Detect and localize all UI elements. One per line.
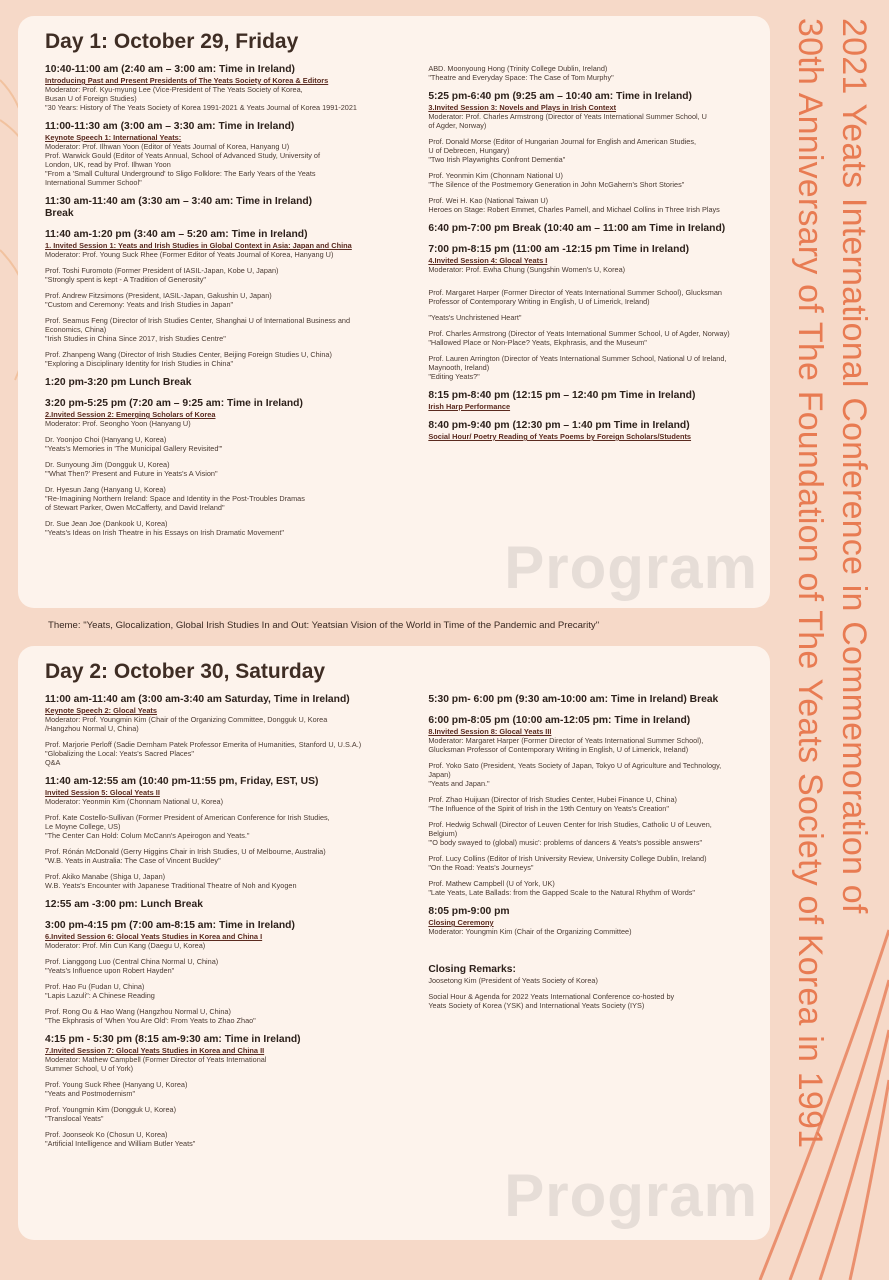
session-detail-line: Dr. Sue Jean Joe (Dankook U, Korea) <box>45 519 168 528</box>
line-spacer <box>45 343 418 350</box>
session-block <box>428 64 750 82</box>
session-detail-line: Moderator: Prof. Youngmin Kim (Chair of the Organizing Committee, Dongguk U, Korea <box>45 715 328 724</box>
session-time: Closing Remarks: <box>428 964 516 975</box>
line-spacer <box>45 1098 418 1105</box>
session-time: 1:20 pm-3:20 pm Lunch Break <box>45 377 192 388</box>
session-detail-line: Prof. Yeonmin Kim (Chonnam National U) <box>428 171 563 180</box>
line-spacer <box>45 950 418 957</box>
session-detail-line: Summer School, U of York) <box>45 1064 134 1073</box>
session-time: 5:30 pm- 6:00 pm (9:30 am-10:00 am: Time in Ireland) Break <box>428 694 719 705</box>
session-time: 11:00 am-11:40 am (3:00 am-3:40 am Saturday, Time in Ireland) <box>45 694 350 705</box>
line-spacer <box>428 274 750 281</box>
session-block <box>428 244 750 381</box>
line-spacer <box>428 985 750 992</box>
session-detail-line: Prof. Hao Fu (Fudan U, China) <box>45 982 145 991</box>
session-title: 1. Invited Session 1: Yeats and Irish Studies in Global Context in Asia: Japan and China <box>45 241 352 250</box>
session-title: Keynote Speech 2: Glocal Yeats <box>45 706 158 715</box>
session-time-label: Break <box>45 208 74 219</box>
session-detail-line: Prof. Marjorie Perloff (Sadie Dernham Patek Professor Emerita of Humanities, Stanford U, U.S.A.) <box>45 740 362 749</box>
session-detail-line: "Yeats and Postmodernism" <box>45 1089 136 1098</box>
program-watermark: Program <box>504 534 758 601</box>
session-detail-line: Glucksman Professor of Contemporary Writing in English, U of Limerick, Ireland) <box>428 745 689 754</box>
session-time: 11:00-11:30 am (3:00 am – 3:30 am: Time in Ireland) <box>45 121 295 132</box>
session-title: Introducing Past and Present Presidents of The Yeats Society of Korea & Editors <box>45 76 329 85</box>
line-spacer <box>45 1073 418 1080</box>
session-block <box>428 964 750 1010</box>
vertical-conference-title <box>790 18 880 1258</box>
session-detail-line: Prof. Lauren Arrington (Director of Yeats International Summer School, National U of Ireland, <box>428 354 727 363</box>
session-title: 7.Invited Session 7: Glocal Yeats Studies in Korea and China II <box>45 1046 265 1055</box>
session-title: 3.Invited Session 3: Novels and Plays in Irish Context <box>428 103 617 112</box>
line-spacer <box>428 189 750 196</box>
session-detail-line: Prof. Hedwig Schwall (Director of Leuven Center for Irish Studies, Catholic U of Leuven, <box>428 820 712 829</box>
session-detail-line: Professor of Contemporary Writing in English, U of Limerick, Ireland) <box>428 297 650 306</box>
line-spacer <box>428 872 750 879</box>
session-detail-line: "W.B. Yeats in Australia: The Case of Vincent Buckley" <box>45 856 221 865</box>
session-detail-line: Prof. Joonseok Ko (Chosun U, Korea) <box>45 1130 168 1139</box>
session-detail-line: "Re-Imagining Northern Ireland: Space and Identity in the Post-Troubles Dramas <box>45 494 305 503</box>
session-detail-line: Prof. Toshi Furomoto (Former President of IASIL-Japan, Kobe U, Japan) <box>45 266 279 275</box>
session-detail-line: "Yeats's Ideas on Irish Theatre in his Essays on Irish Dramatic Movement" <box>45 528 284 537</box>
session-block <box>45 377 418 389</box>
line-spacer <box>45 428 418 435</box>
session-title: 4.Invited Session 4: Glocal Yeats I <box>428 256 548 265</box>
day2-title: Day 2: October 30, Saturday <box>45 660 326 683</box>
session-detail-line: Heroes on Stage: Robert Emmet, Charles Parnell, and Michael Collins in Three Irish Plays <box>428 205 720 214</box>
session-time: 11:30 am-11:40 am (3:30 am – 3:40 am: Time in Ireland) <box>45 196 313 207</box>
line-spacer <box>428 164 750 171</box>
session-detail-line: Japan) <box>428 770 451 779</box>
session-detail-line: Belgium) <box>428 829 458 838</box>
session-time: 8:40 pm-9:40 pm (12:30 pm – 1:40 pm Time in Ireland) <box>428 420 690 431</box>
session-detail-line: Moderator: Youngmin Kim (Chair of the Organizing Committee) <box>428 927 632 936</box>
session-detail-line: Prof. Yoko Sato (President, Yeats Society of Japan, Tokyo U of Agriculture and Technology, <box>428 761 722 770</box>
session-detail-line: of Agder, Norway) <box>428 121 487 130</box>
session-time: 11:40 am-12:55 am (10:40 pm-11:55 pm, Friday, EST, US) <box>45 776 319 787</box>
session-detail-line: London, UK, read by Prof. Ilhwan Yoon <box>45 160 171 169</box>
session-detail-line: Prof. Mathew Campbell (U of York, UK) <box>428 879 555 888</box>
line-spacer <box>428 347 750 354</box>
session-detail-line: "'O body swayed to (global) music': problems of dancers & Yeats's possible answers" <box>428 838 703 847</box>
session-block <box>45 121 418 187</box>
line-spacer <box>45 975 418 982</box>
session-detail-line: "Late Yeats, Late Ballads: from the Gapped Scale to the Natural Rhythm of Words" <box>428 888 695 897</box>
line-spacer <box>428 306 750 313</box>
session-detail-line: Prof. Wei H. Kao (National Taiwan U) <box>428 196 549 205</box>
session-detail-line: "The Ekphrasis of 'When You Are Old': From Yeats to Zhao Zhao" <box>45 1016 256 1025</box>
session-block <box>45 1034 418 1148</box>
session-detail-line: Prof. Andrew Fitzsimons (President, IASIL-Japan, Gakushin U, Japan) <box>45 291 272 300</box>
session-detail-line: Prof. Kate Costello-Sullivan (Former President of American Conference for Irish Studies, <box>45 813 330 822</box>
session-detail-line: "Yeats's Memories in 'The Municipal Gallery Revisited'" <box>45 444 223 453</box>
session-detail-line: Prof. Zhao Huijuan (Director of Irish Studies Center, Hubei Finance U, China) <box>428 795 677 804</box>
session-detail-line: Prof. Akiko Manabe (Shiga U, Japan) <box>45 872 166 881</box>
session-detail-line: "'What Then?' Present and Future in Yeats's A Vision" <box>45 469 218 478</box>
session-detail-line: "Custom and Ceremony: Yeats and Irish Studies in Japan" <box>45 300 234 309</box>
session-detail-line: ABD. Moonyoung Hong (Trinity College Dublin, Ireland) <box>428 64 608 73</box>
session-detail-line: Q&A <box>45 758 61 767</box>
line-spacer <box>45 1123 418 1130</box>
session-detail-line: "From a 'Small Cultural Underground' to Sligo Folklore: The Early Years of the Yeats <box>45 169 316 178</box>
session-detail-line: "Yeats and Japan." <box>428 779 490 788</box>
session-detail-line: Moderator: Prof. Min Cun Kang (Daegu U, Korea) <box>45 941 206 950</box>
session-detail-line: Yeats Society of Korea (YSK) and International Yeats Society (IYS) <box>428 1001 645 1010</box>
session-detail-line: Busan U of Foreign Studies) <box>45 94 137 103</box>
line-spacer <box>428 847 750 854</box>
session-time: 8:05 pm-9:00 pm <box>428 906 510 917</box>
session-block <box>428 715 750 897</box>
line-spacer <box>45 733 418 740</box>
session-detail-line: Moderator: Prof. Ewha Chung (Sungshin Women's U, Korea) <box>428 265 626 274</box>
session-detail-line: Dr. Yoonjoo Choi (Hanyang U, Korea) <box>45 435 167 444</box>
session-detail-line: "Hallowed Place or Non-Place? Yeats, Ekphrasis, and the Museum" <box>428 338 647 347</box>
session-block <box>45 899 418 911</box>
line-spacer <box>45 284 418 291</box>
session-detail-line: Prof. Lucy Collins (Editor of Irish University Review, University College Dublin, Ireland) <box>428 854 707 863</box>
session-detail-line: "Artificial Intelligence and William Butler Yeats" <box>45 1139 196 1148</box>
session-detail-line: Moderator: Prof. Charles Armstrong (Director of Yeats International Summer School, U <box>428 112 707 121</box>
line-spacer <box>428 754 750 761</box>
session-detail-line: Prof. Warwick Gould (Editor of Yeats Annual, School of Advanced Study, University of <box>45 151 320 160</box>
line-spacer <box>45 865 418 872</box>
session-time: 8:15 pm-8:40 pm (12:15 pm – 12:40 pm Time in Ireland) <box>428 390 696 401</box>
session-detail-line: /Hangzhou Normal U, China) <box>45 724 139 733</box>
session-detail-line: "Theatre and Everyday Space: The Case of Tom Murphy" <box>428 73 614 82</box>
session-detail-line: "The Center Can Hold: Colum McCann's Apeirogon and Yeats." <box>45 831 250 840</box>
vertical-title-line-1: 2021 Yeats International Conference in Commemoration of <box>835 18 873 914</box>
session-detail-line: Prof. Seamus Feng (Director of Irish Studies Center, Shanghai U of International Business and <box>45 316 351 325</box>
session-detail-line: Prof. Young Suck Rhee (Hanyang U, Korea) <box>45 1080 188 1089</box>
line-spacer <box>45 840 418 847</box>
session-title: Invited Session 5: Glocal Yeats II <box>45 788 160 797</box>
session-detail-line: "The Silence of the Postmemory Generation in John McGahern's Short Stories" <box>428 180 685 189</box>
session-detail-line: Prof. Margaret Harper (Former Director of Yeats International Summer School), Glucksman <box>428 288 722 297</box>
session-time: 4:15 pm - 5:30 pm (8:15 am-9:30 am: Time in Ireland) <box>45 1034 301 1045</box>
session-detail-line: Prof. Rónán McDonald (Gerry Higgins Chair in Irish Studies, U of Melbourne, Australia) <box>45 847 326 856</box>
session-title: Closing Ceremony <box>428 918 494 927</box>
day1-left-column <box>45 64 418 546</box>
session-time: 6:00 pm-8:05 pm (10:00 am-12:05 pm: Time in Ireland) <box>428 715 691 726</box>
session-detail-line: of Stewart Parker, Owen McCafferty, and David Ireland" <box>45 503 225 512</box>
session-block <box>45 64 418 112</box>
session-block <box>428 906 750 936</box>
session-detail-line: "Lapis Lazuli": A Chinese Reading <box>45 991 155 1000</box>
session-block <box>428 945 750 955</box>
session-detail-line: U of Debrecen, Hungary) <box>428 146 510 155</box>
line-spacer <box>45 806 418 813</box>
session-detail-line: Prof. Charles Armstrong (Director of Yeats International Summer School, U of Agder, Norway) <box>428 329 730 338</box>
session-time: 3:00 pm-4:15 pm (7:00 am-8:15 am: Time in Ireland) <box>45 920 295 931</box>
line-spacer <box>45 259 418 266</box>
session-detail-line: Dr. Hyesun Jang (Hanyang U, Korea) <box>45 485 166 494</box>
session-detail-line: Prof. Donald Morse (Editor of Hungarian Journal for English and American Studies, <box>428 137 697 146</box>
session-time: 10:40-11:00 am (2:40 am – 3:00 am: Time in Ireland) <box>45 64 295 75</box>
session-detail-line: Maynooth, Ireland) <box>428 363 490 372</box>
line-spacer <box>45 1000 418 1007</box>
session-detail-line: "30 Years: History of The Yeats Society of Korea 1991-2021 & Yeats Journal of Korea 1991-2021 <box>45 103 357 112</box>
program-watermark: Program <box>504 1162 758 1229</box>
session-block <box>428 91 750 214</box>
line-spacer <box>428 788 750 795</box>
session-detail-line: Moderator: Mathew Campbell (Former Director of Yeats International <box>45 1055 267 1064</box>
session-detail-line: "On the Road: Yeats's Journeys" <box>428 863 534 872</box>
session-detail-line: Moderator: Prof. Ilhwan Yoon (Editor of Yeats Journal of Korea, Hanyang U) <box>45 142 290 151</box>
line-spacer <box>428 813 750 820</box>
session-time: 12:55 am -3:00 pm: Lunch Break <box>45 899 203 910</box>
session-detail-line: "Strongly spent is kept - A Tradition of Generosity" <box>45 275 206 284</box>
session-detail-line: "Yeats's Influence upon Robert Hayden" <box>45 966 175 975</box>
session-detail-line: Dr. Sunyoung Jim (Dongguk U, Korea) <box>45 460 170 469</box>
session-title: Irish Harp Performance <box>428 402 511 411</box>
session-detail-line: Moderator: Prof. Young Suck Rhee (Former Editor of Yeats Journal of Korea, Hanyang U) <box>45 250 334 259</box>
session-detail-line: "Two Irish Playwrights Confront Dementia" <box>428 155 566 164</box>
session-block <box>45 196 418 220</box>
session-detail-line: "Editing Yeats?" <box>428 372 480 381</box>
session-block <box>428 390 750 411</box>
vertical-title-line-2: 30th Anniversary of The Foundation of The Yeats Society of Korea in 1991 <box>791 18 829 1149</box>
session-time: 11:40 am-1:20 pm (3:40 am – 5:20 am: Time in Ireland) <box>45 229 308 240</box>
session-detail-line: Prof. Lianggong Luo (Central China Normal U, China) <box>45 957 219 966</box>
session-detail-line: Moderator: Prof. Kyu-myung Lee (Vice-President of The Yeats Society of Korea, <box>45 85 303 94</box>
session-detail-line: "Translocal Yeats" <box>45 1114 104 1123</box>
session-detail-line: Moderator: Margaret Harper (Former Director of Yeats International Summer School), <box>428 736 704 745</box>
line-spacer <box>45 512 418 519</box>
session-title: 6.Invited Session 6: Glocal Yeats Studies in Korea and China I <box>45 932 263 941</box>
session-block <box>428 420 750 441</box>
session-detail-line: "Irish Studies in China Since 2017, Irish Studies Centre" <box>45 334 226 343</box>
session-block <box>428 223 750 235</box>
session-detail-line: Moderator: Yeonmin Kim (Chonnam National U, Korea) <box>45 797 224 806</box>
session-block <box>428 694 750 706</box>
line-spacer <box>45 309 418 316</box>
session-title: Social Hour/ Poetry Reading of Yeats Poems by Foreign Scholars/Students <box>428 432 692 441</box>
session-detail-line: Prof. Rong Ou & Hao Wang (Hangzhou Normal U, China) <box>45 1007 231 1016</box>
session-detail-line: Moderator: Prof. Seongho Yoon (Hanyang U) <box>45 419 191 428</box>
session-time: 3:20 pm-5:25 pm (7:20 am – 9:25 am: Time in Ireland) <box>45 398 303 409</box>
session-title: 8.Invited Session 8: Glocal Yeats III <box>428 727 552 736</box>
session-detail-line: W.B. Yeats's Encounter with Japanese Traditional Theatre of Noh and Kyogen <box>45 881 297 890</box>
session-detail-line: Prof. Youngmin Kim (Dongguk U, Korea) <box>45 1105 177 1114</box>
session-detail-line: Social Hour & Agenda for 2022 Yeats International Conference co-hosted by <box>428 992 675 1001</box>
session-detail-line: International Summer School" <box>45 178 142 187</box>
session-detail-line: Joosetong Kim (President of Yeats Society of Korea) <box>428 976 598 985</box>
line-spacer <box>428 322 750 329</box>
line-spacer <box>45 453 418 460</box>
session-block <box>45 398 418 537</box>
session-detail-line: Economics, China) <box>45 325 107 334</box>
conference-theme: Theme: "Yeats, Glocalization, Global Irish Studies In and Out: Yeatsian Vision of the World in Time of the Pandemic and Precarity" <box>48 620 600 631</box>
session-time: 5:25 pm-6:40 pm (9:25 am – 10:40 am: Time in Ireland) <box>428 91 692 102</box>
line-spacer <box>45 478 418 485</box>
day2-panel <box>18 646 770 1240</box>
day1-right-column <box>428 64 750 546</box>
line-spacer <box>428 130 750 137</box>
line-spacer <box>428 281 750 288</box>
session-detail-line: "Exploring a Disciplinary Identity for Irish Studies in China" <box>45 359 234 368</box>
day1-panel <box>18 16 770 608</box>
day2-right-column <box>428 694 750 1157</box>
day1-title: Day 1: October 29, Friday <box>45 30 299 53</box>
session-detail-line: Le Moyne College, US) <box>45 822 121 831</box>
session-time: 7:00 pm-8:15 pm (11:00 am -12:15 pm Time in Ireland) <box>428 244 690 255</box>
session-detail-line: "Yeats's Unchristened Heart" <box>428 313 522 322</box>
session-block <box>45 776 418 890</box>
session-detail-line: "Globalizing the Local: Yeats's Sacred Places" <box>45 749 194 758</box>
day2-left-column <box>45 694 418 1157</box>
session-title: Keynote Speech 1: International Yeats: <box>45 133 182 142</box>
session-block <box>45 694 418 767</box>
session-detail-line: Prof. Zhanpeng Wang (Director of Irish Studies Center, Beijing Foreign Studies U, China) <box>45 350 332 359</box>
session-time: 6:40 pm-7:00 pm Break (10:40 am – 11:00 am Time in Ireland) <box>428 223 726 234</box>
session-detail-line: "The Influence of the Spirit of Irish in the 19th Century on Yeats's Creation" <box>428 804 669 813</box>
session-block <box>45 229 418 368</box>
session-title: 2.Invited Session 2: Emerging Scholars of Korea <box>45 410 216 419</box>
session-block <box>45 920 418 1025</box>
